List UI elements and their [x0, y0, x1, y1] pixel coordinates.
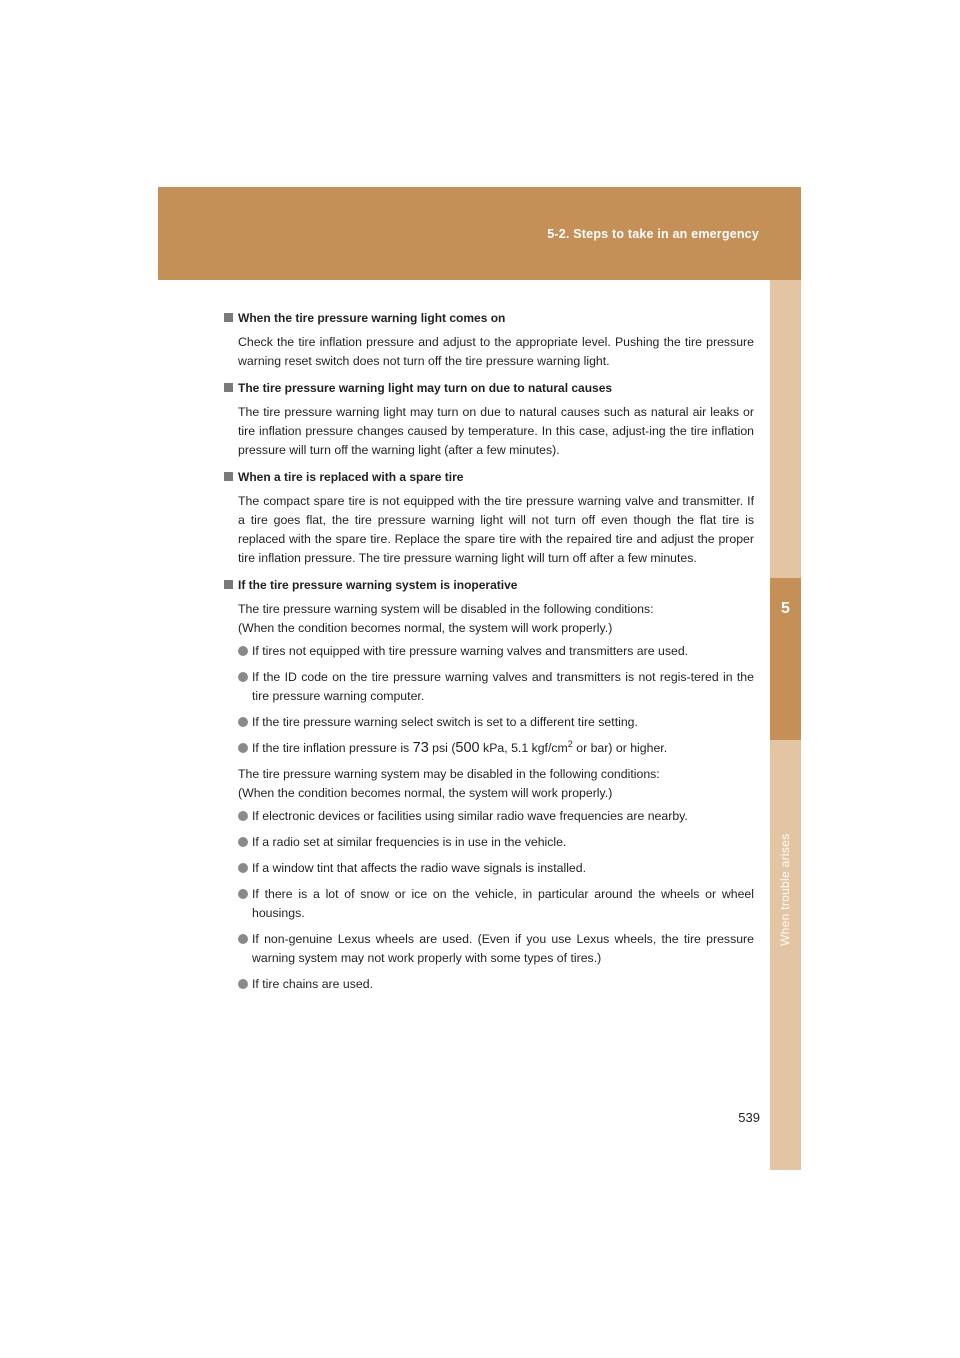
list-item: If electronic devices or facilities using similar radio wave frequencies are nearby. [224, 807, 754, 826]
section-title: 5-2. Steps to take in an emergency [547, 227, 759, 241]
round-bullet-icon [238, 717, 248, 727]
list-item: If the tire inflation pressure is 73 psi (500 kPa, 5.1 kgf/$cm^2$ or bar) or higher. [224, 739, 754, 758]
square-bullet-icon [224, 580, 233, 589]
section-heading: The tire pressure warning light may turn on due to natural causes [224, 379, 754, 398]
chapter-number: 5 [781, 600, 790, 617]
round-bullet-icon [238, 646, 248, 656]
page-number: 539 [738, 1110, 760, 1125]
list-item: If the tire pressure warning select switch is set to a different tire setting. [224, 713, 754, 732]
section-text: Check the tire inflation pressure and adjust to the appropriate level. Pushing the tire pressure warning reset switch does not turn off the tire pressure warning light. [238, 335, 754, 368]
header-band [158, 187, 801, 280]
section-intro: The tire pressure warning system will be disabled in the following conditions: (When the condition becomes normal, the system will work properly.) [238, 602, 654, 635]
list-item: If non-genuine Lexus wheels are used. (Even if you use Lexus wheels, the tire pressure warning system may not work properly with some types of tires.) [224, 930, 754, 968]
section-heading: If the tire pressure warning system is inoperative [224, 576, 754, 595]
list-item: If a radio set at similar frequencies is in use in the vehicle. [224, 833, 754, 852]
chapter-label: When trouble arises [778, 833, 792, 947]
round-bullet-icon [238, 863, 248, 873]
round-bullet-icon [238, 934, 248, 944]
section-text: The tire pressure warning light may turn on due to natural causes such as natural air leaks or tire inflation pressure changes caused by temperature. In this case, adjust-ing the tire inflation pressure will turn off the warning light (after a few minutes). [238, 405, 754, 457]
round-bullet-icon [238, 672, 248, 682]
section-heading: When the tire pressure warning light comes on [224, 309, 754, 328]
square-bullet-icon [224, 313, 233, 322]
round-bullet-icon [238, 837, 248, 847]
list-item: If tires not equipped with tire pressure warning valves and transmitters are used. [224, 642, 754, 661]
round-bullet-icon [238, 889, 248, 899]
round-bullet-icon [238, 979, 248, 989]
list-item: If the ID code on the tire pressure warning valves and transmitters is not regis-tered in the tire pressure warning computer. [224, 668, 754, 706]
section-intro: The tire pressure warning system may be disabled in the following conditions: (When the condition becomes normal, the system will work properly.) [238, 767, 660, 800]
page-content [224, 309, 754, 1001]
list-item: If a window tint that affects the radio wave signals is installed. [224, 859, 754, 878]
square-bullet-icon [224, 472, 233, 481]
list-item: If tire chains are used. [224, 975, 754, 994]
section-text: The compact spare tire is not equipped with the tire pressure warning valve and transmitter. If a tire goes flat, the tire pressure warning light will not turn off even though the flat tire is replaced with the spare tire. Replace the spare tire with the repaired tire and adjust the proper tire inflation pressure. The tire pressure warning light will turn off after a few minutes. [238, 494, 754, 565]
square-bullet-icon [224, 383, 233, 392]
list-item: If there is a lot of snow or ice on the vehicle, in particular around the wheels or wheel housings. [224, 885, 754, 923]
section-heading: When a tire is replaced with a spare tire [224, 468, 754, 487]
round-bullet-icon [238, 743, 248, 753]
round-bullet-icon [238, 811, 248, 821]
